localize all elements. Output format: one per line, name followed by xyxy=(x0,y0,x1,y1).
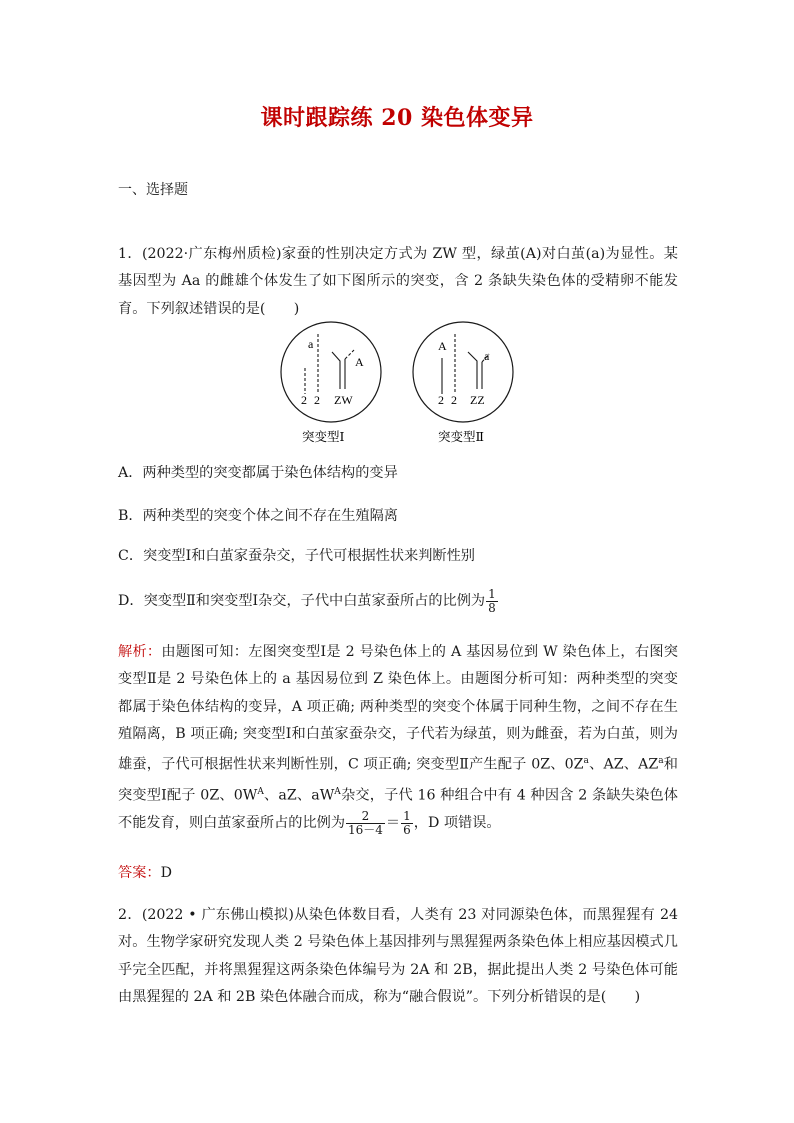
gene-a-label: a xyxy=(308,337,314,351)
option-d-text: D．突变型Ⅱ和突变型Ⅰ杂交，子代中白茧家蚕所占的比例为 xyxy=(118,593,486,610)
chromosome-number: 2 xyxy=(314,393,320,407)
superscript: A xyxy=(334,787,341,798)
question-2-stem: 2．(2022 • 广东佛山模拟)从染色体数目看，人类有 23 对同源染色体，而黑猩猩有 24 对。生物学家研究发现人类 2 号染色体上基因排列与黑猩猩两条染色体上相应基因模式几乎完全匹配，并将黑猩猩这两条染色体编号为 2A 和 2B，据此提出人类 2 号染色体可能由黑猩猩的 2A 和 2B 染色体融合而成，称为“融合假说”。下列分析错误的是( ) xyxy=(118,907,678,1005)
chromosome-number: 2 xyxy=(451,393,457,407)
analysis-text: 由题图可知：左图突变型Ⅰ是 2 号染色体上的 A 基因易位到 W 染色体上，右图突变型Ⅱ是 2 号染色体上的 a 基因易位到 Z 染色体上。由题图分析可知：两种类型的突变都属于染色体结构的变异，A 项正确; 两种类型的突变个体属于同种生物，之间不存在生殖隔离，B 项正确; 突变型Ⅰ和白茧家蚕杂交，子代若为绿茧，则为雌蚕，若为白茧，则为雄蚕，子代可根据性状来判断性别，C 项正确; 突变型Ⅱ产生配子 0Z、0Z xyxy=(118,644,678,773)
sex-chromosome-label: ZW xyxy=(334,393,353,407)
analysis-label: 解析： xyxy=(118,644,162,660)
superscript: a xyxy=(583,756,589,767)
answer-value: D xyxy=(160,865,172,881)
option-b: B．两种类型的突变个体之间不存在生殖隔离 xyxy=(118,508,398,524)
fraction-one-eighth xyxy=(486,588,498,614)
option-a: A．两种类型的突变都属于染色体结构的变异 xyxy=(118,465,398,481)
mutant-type-2-caption: 突变型Ⅱ xyxy=(438,429,484,444)
gene-a-label: a xyxy=(484,349,490,363)
analysis-text: 、AZ、AZ xyxy=(588,756,659,773)
superscript: A xyxy=(257,787,264,798)
page-title: 课时跟踪练 20 染色体变异 xyxy=(260,105,534,131)
question-1-stem: 1．(2022·广东梅州质检)家蚕的性别决定方式为 ZW 型，绿茧(A)对白茧(a)为显性。某基因型为 Aa 的雌雄个体发生了如下图所示的突变，含 2 条缺失染色体的受精卵不能发育。下列叙述错误的是( ) xyxy=(118,246,678,317)
analysis-1 xyxy=(118,639,678,838)
gene-A-label: A xyxy=(438,339,447,353)
analysis-text: 杂交，子代 16 种组合中有 4 种因含 2 条缺失染色体不能发育，则白茧家蚕所占的比例为 xyxy=(118,787,678,832)
option-d xyxy=(118,588,499,614)
fraction-one-sixth xyxy=(401,810,413,836)
chromosome-number: 2 xyxy=(301,393,307,407)
option-c: C．突变型Ⅰ和白茧家蚕杂交，子代可根据性状来判断性别 xyxy=(118,548,475,564)
fraction-denominator: 8 xyxy=(488,600,496,615)
chromosome-diagram xyxy=(270,314,530,449)
superscript: a xyxy=(658,756,664,767)
fraction-two-over-twelve xyxy=(346,810,385,836)
analysis-text: 和突变型Ⅰ配子 0Z、0W xyxy=(118,756,678,804)
fraction-numerator: 1 xyxy=(403,809,411,824)
fraction-denominator: 16－4 xyxy=(348,822,383,837)
section-heading: 一、选择题 xyxy=(118,182,188,198)
fraction-numerator: 2 xyxy=(346,810,385,824)
equals-sign: ＝ xyxy=(385,815,401,832)
mutant-type-2-cell xyxy=(413,322,513,422)
analysis-text: ，D 项错误。 xyxy=(413,815,501,832)
answer-label: 答案： xyxy=(118,865,161,881)
mutant-type-1-cell xyxy=(281,322,381,422)
gene-A-label: A xyxy=(355,355,364,369)
chromosome-number: 2 xyxy=(438,393,444,407)
fraction-denominator: 6 xyxy=(403,822,411,837)
answer-1 xyxy=(118,862,172,882)
fraction-numerator: 1 xyxy=(488,587,496,601)
mutant-type-1-caption: 突变型Ⅰ xyxy=(302,429,345,444)
analysis-text: 、aZ、aW xyxy=(263,787,335,804)
sex-chromosome-label: ZZ xyxy=(470,393,485,407)
